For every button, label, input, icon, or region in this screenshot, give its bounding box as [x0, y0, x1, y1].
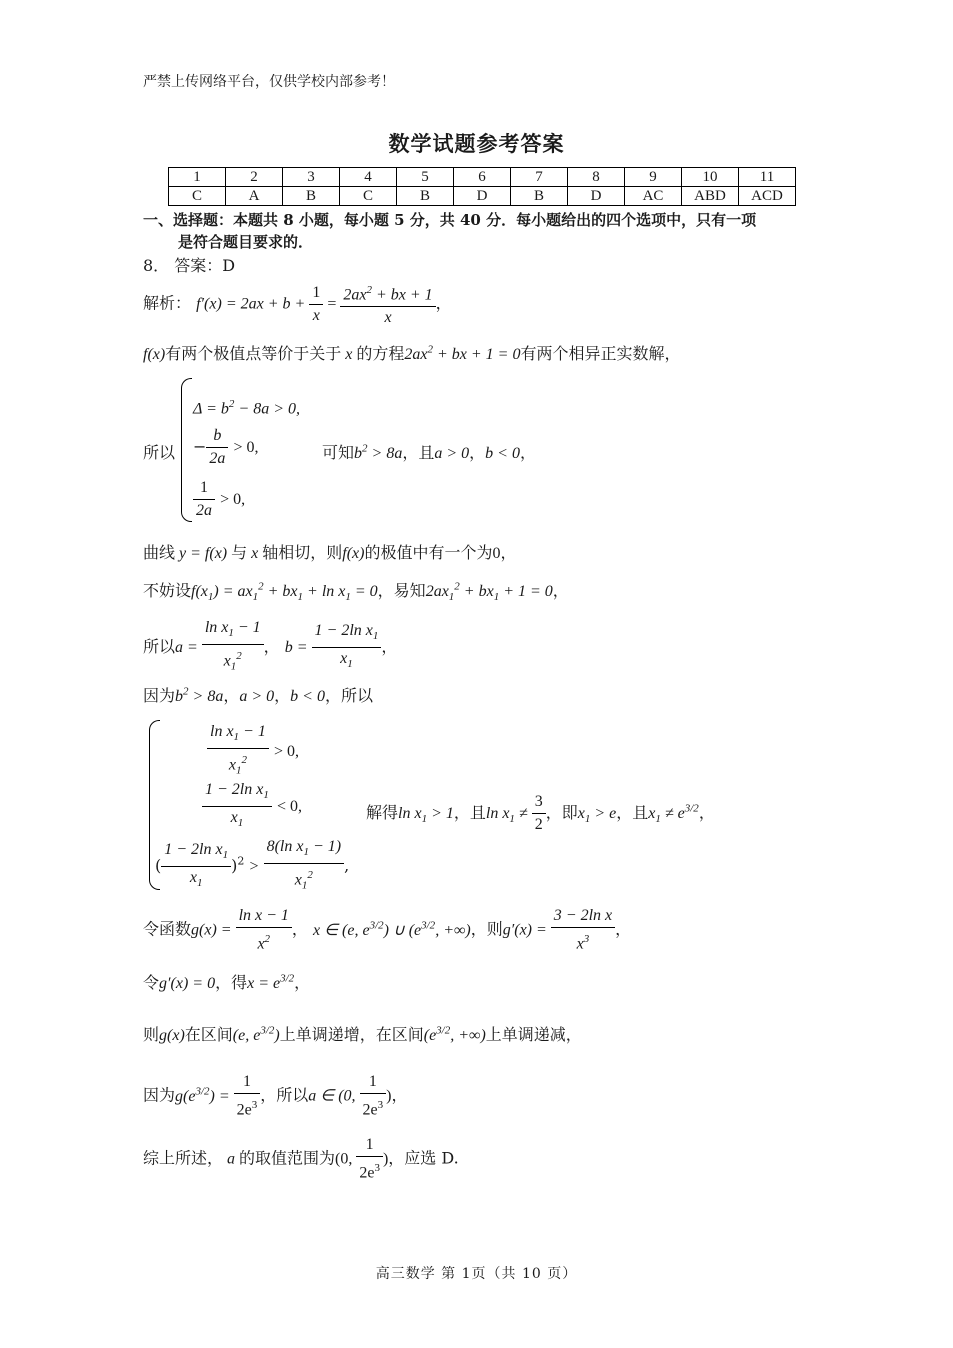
derivative-zero-line: 令g′(x) = 0，得$x = e^{3/2}$， — [143, 972, 311, 992]
answer-table-answer-cell: AC — [625, 187, 682, 206]
system1-eq2: − $\frac{b}{2a}$ > 0, — [193, 427, 259, 467]
brace-1 — [181, 378, 192, 522]
answer-table-answer-cell: ACD — [739, 187, 796, 206]
answer-table-answer-cell: D — [454, 187, 511, 206]
answer-table-number-cell: 9 — [625, 168, 682, 187]
answer-table-number-cell: 2 — [226, 168, 283, 187]
value-line: 因为$g(e^{3/2})$ = $\frac{1}{2e^3}$ ，所以a ∈ (0, $\frac{1}{2e^3}$ )， — [143, 1073, 408, 1119]
answer-table-answer-cell: B — [397, 187, 454, 206]
answer-table-answer-cell: D — [568, 187, 625, 206]
answer-table-answer-cell: ABD — [682, 187, 739, 206]
answer-table-number-cell: 1 — [169, 168, 226, 187]
analysis-line: 解析： f′(x) = 2ax + b + $\frac{1}{x}$ = $\frac{2ax^2 + bx + 1}{x}$ ， — [143, 279, 452, 329]
system2-solution: 解得$\ln x_1 > 1$，且$\ln x_1$ ≠ $\frac{3}{2}$ ，即$x_1 > e$，且$x_1 \ne e^{3/2}$， — [366, 793, 715, 833]
system2-eq2: $\frac{1 - 2\ln x_1}{x_1}$ < 0, — [202, 779, 302, 834]
system1-eq3: $\frac{1}{2a}$ > 0, — [193, 477, 245, 522]
system2-eq1: $\frac{\ln x_1 - 1}{x_1^2}$ > 0, — [207, 721, 299, 782]
notice-text: 严禁上传网络平台，仅供学校内部参考！ — [143, 74, 395, 90]
system1-eq1: $\Delta = b^2 - 8a > 0$, — [193, 398, 300, 418]
answer-table-answer-row — [169, 187, 796, 206]
answer-table-number-cell: 4 — [340, 168, 397, 187]
answer-table-answer-cell: B — [283, 187, 340, 206]
answer-table-number-cell: 7 — [511, 168, 568, 187]
answer-table-answer-cell: A — [226, 187, 283, 206]
section-heading: 一、选择题：本题共 8 小题，每小题 5 分，共 40 分．每小题给出的四个选项中，只有一项 是符合题目要求的． — [143, 211, 757, 251]
suoyi-label: 所以 — [143, 443, 176, 462]
answer-table-number-row — [169, 168, 796, 187]
monotonic-line: 则g(x)在区间(e, $e^{3/2}$)上单调递增，在区间($e^{3/2}$, +∞)上单调递减， — [143, 1024, 582, 1044]
page-footer: 高三数学 第 1页（共 10 页） — [375, 1266, 578, 1282]
conclusion-line: 综上所述， a 的取值范围为(0, $\frac{1}{2e^3}$ )，应选 D. — [143, 1136, 459, 1182]
ab-line: 所以a = $\frac{\ln x_1 - 1}{x_1^2}$ ， b = $\frac{1 - 2\ln x_1}{x_1}$ ， — [143, 619, 398, 673]
because-line: 因为$b^2 > 8a$，a > 0，b < 0，所以 — [143, 685, 373, 705]
answer-table-number-cell: 5 — [397, 168, 454, 187]
answer-table-answer-cell: C — [340, 187, 397, 206]
q8-answer: 8． 答案：D — [143, 256, 236, 275]
answer-table-number-cell: 6 — [454, 168, 511, 187]
answer-table-number-cell: 8 — [568, 168, 625, 187]
answer-table-answer-cell: C — [169, 187, 226, 206]
answer-table — [168, 167, 796, 206]
function-g-line: 令函数g(x) = $\frac{\text{ln x − 1}}{x^2}$ ， x ∈ (e, $e^{3/2}$) ∪ ($e^{3/2}$, +∞)，则g′(x) = $\frac{\text{3 − 2ln x}}{x^3}$ ， — [143, 907, 632, 953]
answer-table-answer-cell: B — [511, 187, 568, 206]
system1-conclusion: 可知$b^2 > 8a$，且a > 0，b < 0， — [322, 442, 536, 462]
system2-eq3: ( $\frac{1 - 2\ln x_1}{x_1}$ )$^2$ > $\frac{8(\ln x_1 - 1)}{x_1^2}$ , — [155, 838, 350, 892]
answer-table-number-cell: 11 — [739, 168, 796, 187]
answer-table-number-cell: 3 — [283, 168, 340, 187]
answer-table-number-cell: 10 — [682, 168, 739, 187]
condition-line: f(x)有两个极值点等价于关于 x 的方程$2ax^2$ + bx + 1 = 0有两个相异正实数解， — [143, 343, 681, 363]
page-title: 数学试题参考答案 — [388, 131, 565, 156]
curve-line: 曲线 y = f(x) 与 x 轴相切，则f(x)的极值中有一个为0， — [143, 543, 517, 562]
assume-line: 不妨设$f(x_1) = ax_1^2 + bx_1 + \ln x_1 = 0$，易知$2ax_1^2 + bx_1 + 1 = 0$， — [143, 580, 569, 604]
